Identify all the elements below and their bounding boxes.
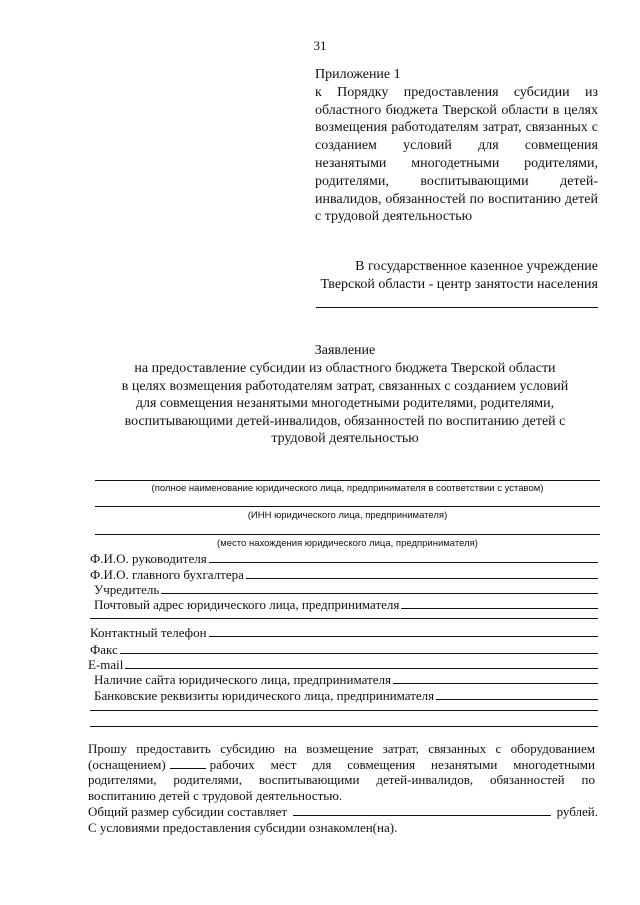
- inn-line[interactable]: [95, 506, 600, 507]
- agreement-text: С условиями предоставления субсидии ознакомлен(на).: [88, 820, 398, 835]
- founder-field[interactable]: [94, 581, 598, 597]
- postal-address-label: Почтовый адрес юридического лица, предпринимателя: [94, 597, 400, 612]
- phone-label: Контактный телефон: [90, 625, 207, 640]
- inn-caption: (ИНН юридического лица, предпринимателя): [247, 510, 448, 521]
- bank-input-line[interactable]: [436, 687, 598, 700]
- application-subtitle: [95, 360, 595, 448]
- email-field[interactable]: [88, 656, 598, 672]
- subtitle-line: для совмещения незанятыми многодетными родителями, родителями,: [135, 396, 555, 411]
- subtitle-line: трудовой деятельностью: [271, 431, 419, 446]
- founder-input-line[interactable]: [161, 581, 598, 594]
- total-amount-input-line[interactable]: [293, 803, 551, 816]
- fax-label: Факс: [90, 642, 118, 657]
- full-name-caption: (полное наименование юридического лица, предпринимателя в соответствии с уставом): [151, 483, 544, 494]
- website-field[interactable]: [94, 671, 598, 687]
- bank-extra-line-1[interactable]: [90, 710, 598, 711]
- annex-title: Приложение 1: [315, 67, 401, 82]
- postal-address-field[interactable]: [94, 596, 598, 612]
- head-label: Ф.И.О. руководителя: [90, 551, 207, 566]
- addressee-blank-line[interactable]: [316, 307, 598, 308]
- total-label: Общий размер субсидии составляет: [88, 804, 288, 819]
- fax-input-line[interactable]: [120, 641, 598, 654]
- email-label: E-mail: [88, 657, 124, 672]
- page-number: 31: [313, 38, 327, 53]
- location-line[interactable]: [95, 534, 600, 535]
- location-caption: (место нахождения юридического лица, предпринимателя): [217, 538, 478, 549]
- addressee-block: [288, 258, 598, 294]
- bank-extra-line-2[interactable]: [90, 726, 598, 727]
- website-label: Наличие сайта юридического лица, предпринимателя: [94, 672, 391, 687]
- chief-accountant-label: Ф.И.О. главного бухгалтера: [90, 567, 244, 582]
- addressee-line-2: Тверской области - центр занятости населения: [320, 277, 598, 292]
- head-input-line[interactable]: [209, 550, 598, 563]
- annex-block: [315, 66, 598, 226]
- founder-label: Учредитель: [94, 582, 160, 597]
- total-unit: рублей.: [556, 804, 598, 819]
- subtitle-line: на предоставление субсидии из областного бюджета Тверской области: [134, 361, 556, 376]
- request-paragraph: [88, 741, 595, 803]
- postal-address-extra-line[interactable]: [90, 618, 598, 619]
- chief-accountant-field[interactable]: [90, 566, 598, 582]
- addressee-line-1: В государственное казенное учреждение: [355, 259, 598, 274]
- bank-field[interactable]: [94, 687, 598, 703]
- chief-accountant-input-line[interactable]: [246, 566, 598, 579]
- full-name-line[interactable]: [95, 480, 600, 481]
- bank-label: Банковские реквизиты юридического лица, предпринимателя: [94, 688, 435, 703]
- subtitle-line: воспитывающими детей-инвалидов, обязанностей по воспитанию детей с: [124, 413, 566, 429]
- postal-address-input-line[interactable]: [401, 596, 598, 609]
- workplaces-count-blank[interactable]: [170, 757, 206, 769]
- application-title: Заявление: [314, 343, 376, 358]
- phone-input-line[interactable]: [209, 624, 598, 637]
- request-text-part-2: рабочих мест для совмещения незанятыми многодетными родителями, родителями, воспитывающими детей-инвалидов, обязанностей по воспитанию детей с трудовой деятельностью.: [88, 756, 595, 803]
- website-input-line[interactable]: [393, 671, 598, 684]
- subtitle-line: в целях возмещения работодателям затрат, связанных с созданием условий: [121, 378, 569, 394]
- email-input-line[interactable]: [125, 656, 598, 669]
- fax-field[interactable]: [90, 641, 598, 657]
- total-amount-row: [88, 803, 598, 820]
- request-text-part-1: Прошу предоставить субсидию на возмещение затрат, связанных с оборудованием (оснащением): [88, 741, 595, 772]
- head-field[interactable]: [90, 550, 598, 566]
- annex-body: к Порядку предоставления субсидии из областного бюджета Тверской области в целях возмещения работодателям затрат, связанных с созданием условий для совмещения незанятыми многодетными родителями, родителями, воспитывающими детей-инвалидов, обязанностей по воспитанию детей с трудовой деятельностью: [315, 84, 598, 225]
- phone-field[interactable]: [90, 624, 598, 640]
